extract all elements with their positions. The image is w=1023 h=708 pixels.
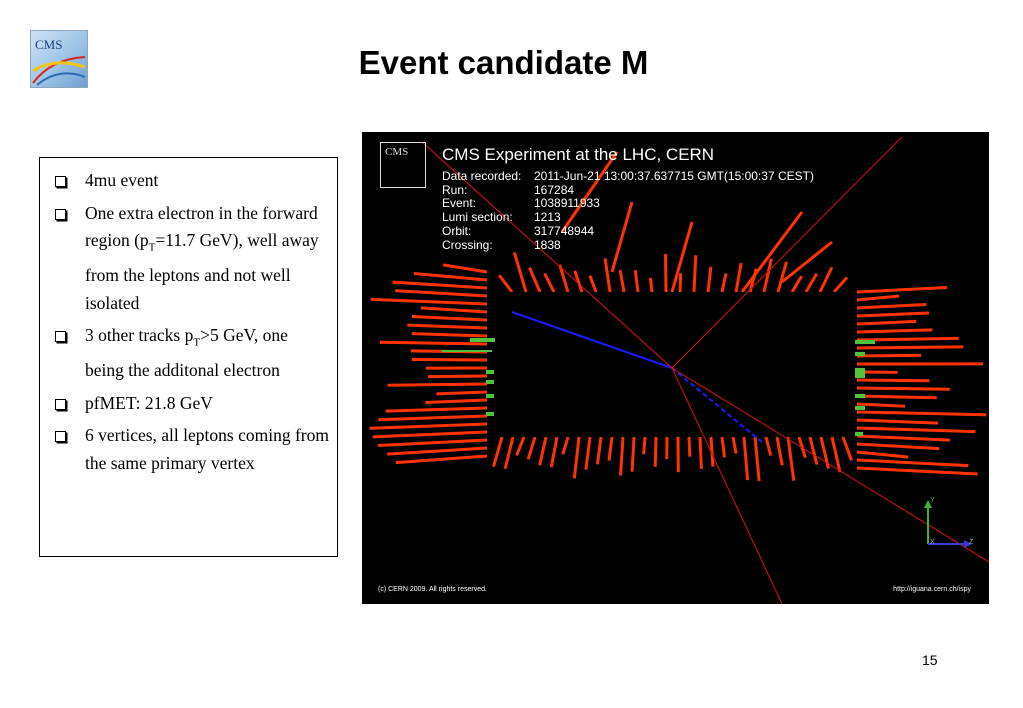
- calo-tower: [766, 437, 771, 456]
- calo-tower: [755, 437, 759, 481]
- calo-tower: [722, 437, 725, 457]
- event-info-row: Crossing: 1838: [442, 237, 561, 252]
- calo-tower: [857, 420, 938, 423]
- copyright-text: (c) CERN 2009. All rights reserved.: [378, 586, 487, 593]
- calo-tower: [370, 424, 487, 428]
- calo-tower: [834, 277, 847, 292]
- bullet-item: 6 vertices, all leptons coming from the same primary vertex: [50, 422, 329, 477]
- calo-tower: [414, 273, 487, 280]
- event-info-row: Run: 167284: [442, 182, 575, 197]
- calo-tower: [528, 437, 535, 459]
- calo-tower: [857, 355, 921, 356]
- calo-tower: [620, 270, 624, 292]
- checkbox-bullet-icon: [55, 176, 66, 187]
- calo-tower: [387, 448, 487, 454]
- calo-tower: [412, 359, 487, 360]
- calo-tower: [820, 267, 832, 292]
- cms-event-logo: CMS: [380, 142, 426, 188]
- calo-tower: [621, 437, 623, 475]
- muon-chamber: [855, 340, 875, 344]
- calo-tower: [810, 437, 817, 465]
- event-display-image: [362, 132, 989, 604]
- calo-tower: [563, 437, 568, 454]
- calo-tower: [857, 304, 926, 308]
- calo-tower: [428, 376, 487, 377]
- calo-tower: [443, 265, 487, 272]
- bullet-item: pfMET: 21.8 GeV: [50, 390, 329, 418]
- muon-chamber: [486, 412, 494, 416]
- calo-tower: [792, 276, 802, 292]
- muon-chamber: [855, 406, 865, 410]
- muon-chamber: [486, 380, 494, 384]
- calo-tower: [857, 313, 929, 316]
- calo-tower: [396, 456, 487, 463]
- muon-chamber: [855, 394, 865, 398]
- calo-tower: [540, 437, 546, 465]
- calo-tower: [635, 270, 638, 292]
- calo-tower: [857, 412, 986, 415]
- calo-tower: [609, 437, 612, 461]
- calo-tower: [736, 263, 741, 292]
- calo-tower: [393, 282, 487, 288]
- calo-tower: [586, 437, 590, 470]
- axes-widget: [924, 497, 974, 548]
- calo-tower: [857, 444, 939, 449]
- calo-tower: [777, 437, 782, 465]
- axis-y-label: Y: [930, 497, 935, 504]
- calo-tower: [733, 437, 736, 454]
- calo-tower: [655, 437, 656, 467]
- muon-chamber: [855, 432, 863, 436]
- axis-z-label: Z: [969, 539, 974, 546]
- checkbox-bullet-icon: [55, 431, 66, 442]
- calo-tower: [857, 330, 932, 332]
- calo-tower: [857, 428, 976, 432]
- calo-tower: [412, 316, 487, 320]
- calo-tower: [407, 325, 487, 328]
- calo-tower: [764, 259, 771, 292]
- bullet-item: 3 other tracks $p_T>5$ GeV, one being the additonal electron: [50, 322, 329, 385]
- calo-tower: [857, 321, 916, 324]
- calo-tower: [644, 437, 645, 454]
- calo-tower: [560, 265, 568, 292]
- calo-tower: [436, 392, 487, 394]
- calo-tower: [778, 262, 786, 292]
- calo-tower: [821, 437, 828, 469]
- calo-tower: [708, 267, 711, 292]
- calo-tower: [386, 408, 487, 411]
- calo-tower: [857, 338, 959, 340]
- checkbox-bullet-icon: [55, 209, 66, 220]
- muon-chamber: [486, 370, 494, 374]
- calo-tower: [857, 436, 950, 440]
- calo-tower: [857, 380, 929, 381]
- calo-tower: [373, 432, 487, 437]
- calo-tower: [722, 273, 726, 292]
- checkbox-bullet-icon: [55, 399, 66, 410]
- calo-tower: [843, 437, 852, 460]
- event-info-row: Event: 1038911933: [442, 196, 600, 211]
- calo-tower: [590, 276, 596, 292]
- cms-logo-text: CMS: [35, 37, 63, 52]
- calo-tower: [605, 258, 610, 292]
- calo-tower: [425, 400, 487, 402]
- muon-chamber: [442, 350, 492, 352]
- event-display-title: CMS Experiment at the LHC, CERN: [442, 145, 715, 164]
- event-info-row: Lumi section: 1213: [442, 210, 561, 225]
- calo-tower: [680, 273, 681, 292]
- checkbox-bullet-icon: [55, 331, 66, 342]
- calo-tower: [545, 273, 554, 292]
- calo-tower: [380, 342, 487, 344]
- calo-tower: [788, 437, 794, 481]
- calo-tower: [689, 437, 690, 457]
- calo-tower: [388, 384, 487, 385]
- bullet-item: 4mu event: [50, 167, 329, 195]
- bullet-box: [39, 157, 338, 557]
- calo-tower: [857, 288, 947, 293]
- calo-tower: [574, 437, 579, 478]
- calo-tower: [857, 460, 968, 466]
- page-number: 15: [922, 652, 938, 668]
- event-info: [442, 170, 814, 252]
- axis-x-label: X: [930, 539, 935, 546]
- calo-tower: [857, 452, 908, 457]
- event-info-row: Orbit: 317748944: [442, 223, 595, 238]
- calo-tower: [494, 437, 503, 467]
- calo-tower: [650, 278, 652, 292]
- event-info-row: Data recorded: 2011-Jun-21 13:00:37.637715 GMT(15:00:37 CEST): [442, 169, 814, 183]
- calo-tower: [421, 308, 487, 312]
- calo-tower: [857, 347, 963, 348]
- calo-tower: [517, 437, 524, 455]
- calo-tower: [597, 437, 601, 464]
- muon-chamber: [486, 394, 494, 398]
- source-url-text: http://iguana.cern.ch/ispy: [893, 586, 971, 593]
- calo-tower: [857, 388, 950, 389]
- muon-chamber: [855, 352, 865, 356]
- calo-tower: [395, 291, 487, 296]
- slide-title: Event candidate M: [358, 44, 649, 81]
- calo-tower: [529, 268, 540, 292]
- calo-tower: [378, 440, 487, 445]
- calo-tower: [857, 404, 905, 406]
- calo-tower: [551, 437, 557, 467]
- calo-tower: [378, 416, 487, 420]
- calo-tower: [514, 252, 526, 292]
- calo-tower: [806, 274, 817, 292]
- calo-tower: [700, 437, 701, 469]
- tracker-region: [487, 292, 857, 437]
- calo-tower: [499, 275, 512, 292]
- muon-chamber: [470, 338, 495, 342]
- calo-tower: [694, 255, 696, 292]
- bullet-item: One extra electron in the forward region ($p_T=11.7$ GeV), well away from the leptons and not well isolated: [50, 200, 329, 318]
- calo-tower: [857, 396, 937, 398]
- calo-tower: [505, 437, 513, 469]
- calo-tower: [412, 334, 487, 336]
- calo-tower: [371, 299, 487, 304]
- calo-tower: [857, 468, 978, 474]
- muon-chamber: [855, 368, 865, 378]
- calo-tower: [632, 437, 634, 472]
- calo-tower: [744, 437, 748, 480]
- calo-tower: [857, 296, 899, 300]
